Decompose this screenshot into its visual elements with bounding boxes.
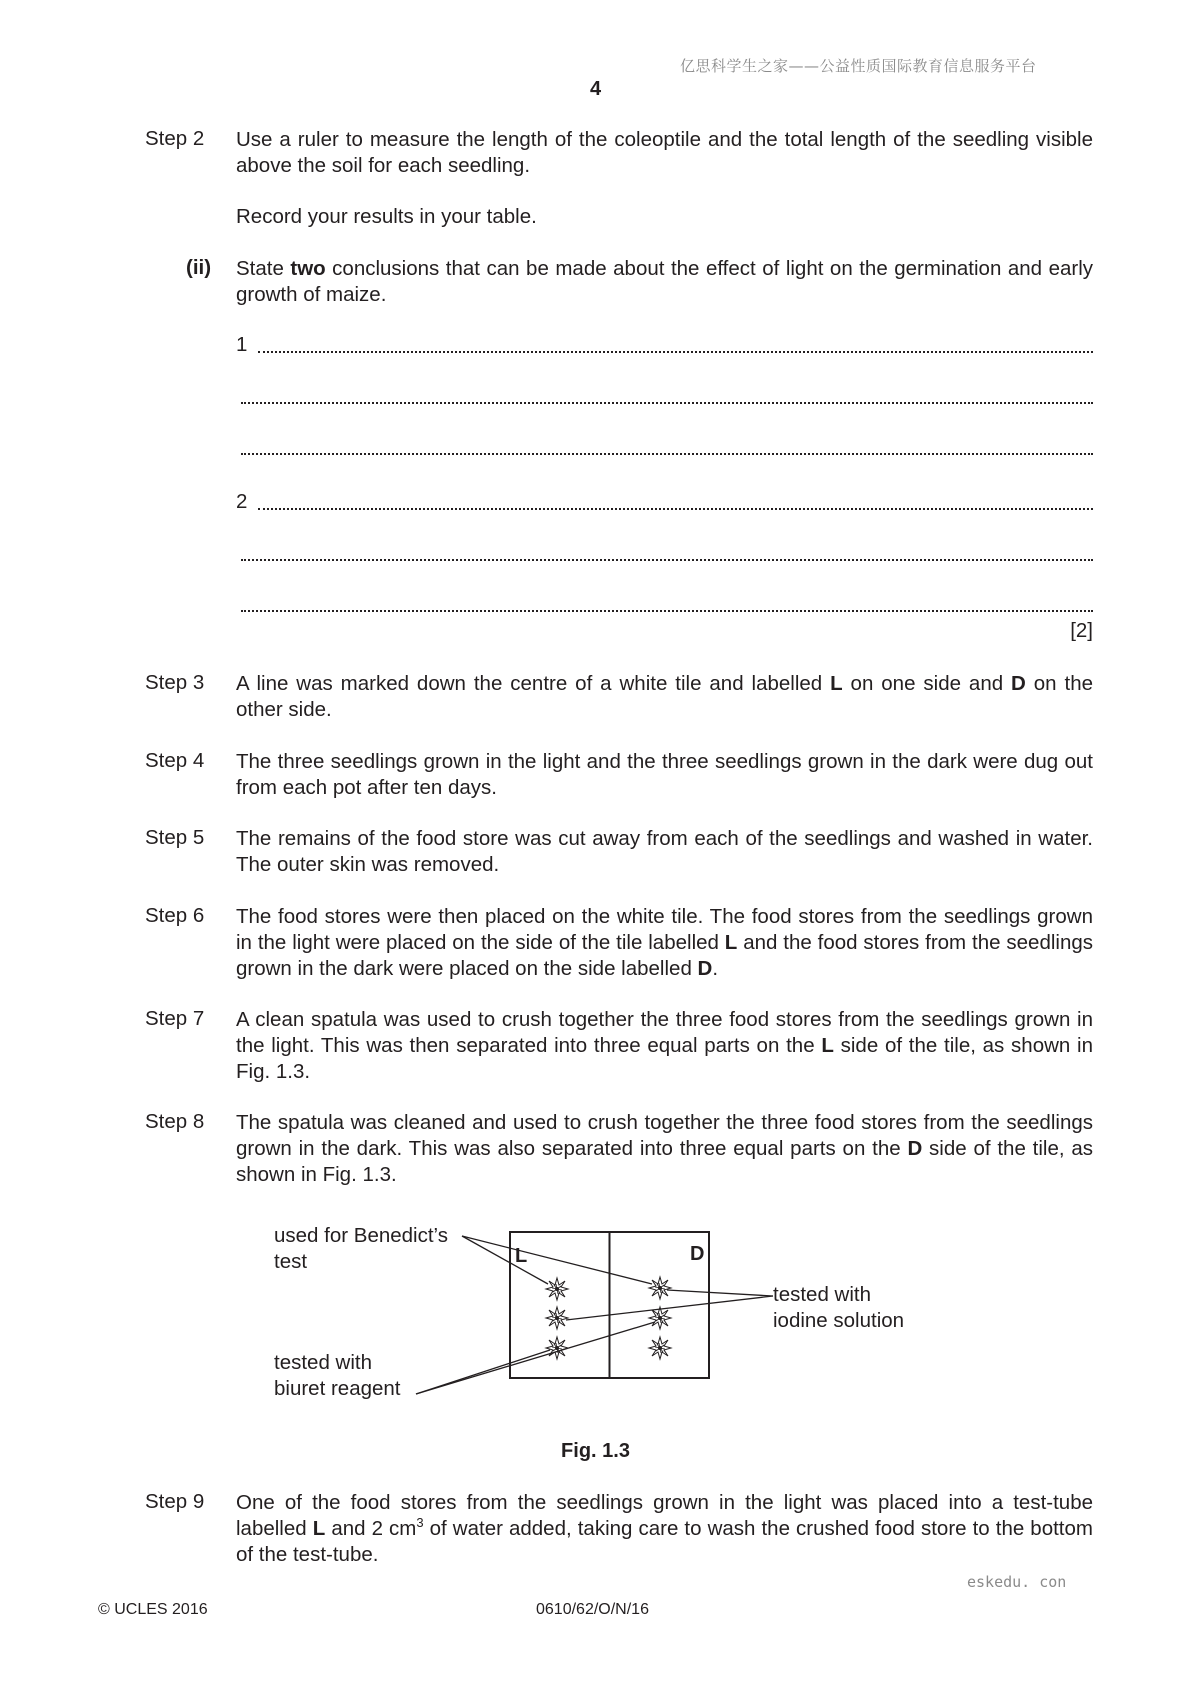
step-label: Step 5	[145, 826, 205, 849]
step-text: The remains of the food store was cut away from each of the seedlings and washed in water. The outer skin was removed.	[236, 827, 1093, 876]
question-ii-text: State two conclusions that can be made about the effect of light on the germination and early growth of maize.	[236, 257, 1093, 306]
step-label: Step 2	[145, 127, 205, 150]
step-label: Step 8	[145, 1110, 205, 1133]
answer-number-1: 1	[236, 333, 248, 356]
step-text: One of the food stores from the seedlings grown in the light was placed into a test-tube labelled L and 2 $cm^3$ of water added, taking care to wash the crushed food store to the bottom of the test-tube.	[236, 1491, 1093, 1566]
leader-biuret-d	[416, 1322, 655, 1394]
food-store-l-3	[546, 1337, 568, 1359]
step-label: Step 9	[145, 1490, 205, 1513]
footer-code: 0610/62/O/N/16	[536, 1601, 649, 1618]
record-instruction: Record your results in your table.	[236, 205, 537, 228]
step-label: Step 3	[145, 671, 205, 694]
step-text: The food stores were then placed on the white tile. The food stores from the seedlings grown in the light were placed on the side of the tile labelled L and the food stores from the seedlings grown in the dark were placed on the side labelled D.	[236, 905, 1094, 980]
answer-line-2b[interactable]	[236, 541, 1093, 567]
leader-iodine-d	[667, 1290, 773, 1296]
page-number: 4	[589, 78, 602, 100]
answer-number-2: 2	[236, 490, 248, 513]
step-label: Step 7	[145, 1007, 205, 1030]
food-store-l-2	[546, 1307, 568, 1329]
step-label: Step 4	[145, 749, 205, 772]
watermark-bottom: eskedu. con	[967, 1573, 1067, 1591]
watermark-top: 亿思科学生之家——公益性质国际教育信息服务平台	[680, 57, 1037, 75]
answer-line-1b[interactable]	[236, 384, 1093, 410]
tile-label-d: D	[690, 1243, 705, 1265]
label-benedict: used for Benedict’s test	[274, 1224, 448, 1273]
step-label: Step 6	[145, 904, 205, 927]
tile-label-l: L	[515, 1245, 528, 1267]
figure-caption: Fig. 1.3	[561, 1440, 630, 1462]
step-text: The spatula was cleaned and used to crush together the three food stores from the seedlings grown in the dark. This was also separated into three equal parts on the D side of the tile, as shown in Fig. 1.3.	[236, 1111, 1093, 1186]
step-text: A clean spatula was used to crush together the three food stores from the seedlings grown in the light. This was then separated into three equal parts on the L side of the tile, as shown in Fig. 1.3.	[236, 1008, 1093, 1083]
marks-allocation: [2]	[1070, 619, 1093, 642]
answer-line-1c[interactable]	[236, 435, 1093, 461]
figure-1-3	[0, 1210, 1191, 1420]
step-text: The three seedlings grown in the light and the three seedlings grown in the dark were dug out from each pot after ten days.	[236, 750, 1093, 799]
answer-line-1[interactable]	[236, 333, 1093, 359]
answer-line-2c[interactable]	[236, 592, 1093, 618]
answer-line-2[interactable]	[236, 490, 1093, 516]
step-text: Use a ruler to measure the length of the coleoptile and the total length of the seedling visible above the soil for each seedling.	[236, 128, 1093, 177]
label-biuret: tested with biuret reagent	[274, 1351, 401, 1400]
question-ii-label: (ii)	[186, 256, 212, 279]
label-iodine: tested with iodine solution	[773, 1283, 905, 1332]
food-store-d-3	[649, 1337, 671, 1359]
food-store-d-1	[649, 1277, 671, 1299]
footer-copyright: © UCLES 2016	[98, 1601, 208, 1618]
food-store-l-1	[546, 1278, 568, 1300]
leader-iodine-l	[566, 1296, 773, 1320]
leader-benedict-l	[462, 1236, 548, 1284]
step-text: A line was marked down the centre of a white tile and labelled L on one side and D on the other side.	[236, 672, 1093, 721]
